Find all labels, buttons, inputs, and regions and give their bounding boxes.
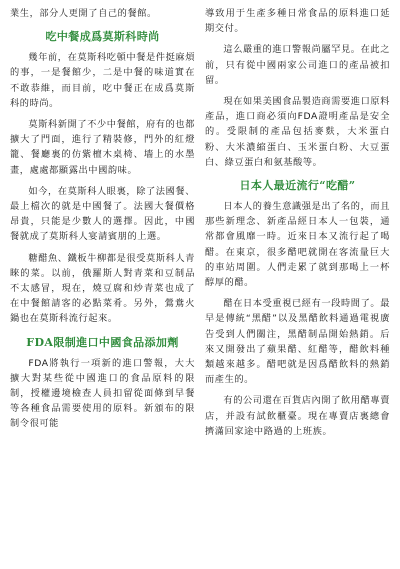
right-column <box>205 6 390 445</box>
paragraph: 醋在日本受重視已經有一段時間了。最早是傳統“黑醋”以及黑醋飲料通過電視廣告受到人們關注，黑醋制品開始熱銷。后來又開發出了蘋果醋、紅醋等，醋飲料種類越來越多。醋吧就是因爲醋飲料的熱銷而產生的。 <box>205 298 390 386</box>
left-column <box>10 6 195 438</box>
heading-japan-vinegar: 日本人最近流行“吃醋” <box>239 179 356 193</box>
paragraph: 如今，在莫斯科人眼裏，除了法國餐、最上檔次的就是中國餐了。法國大餐價格昂貴，只能是少數人的選擇。因此，中國餐就成了莫斯科人宴請賓朋的上選。 <box>10 185 195 243</box>
paragraph: FDA將執行一項新的進口警報，大大擴大對某些從中國進口的食品原料的限制，授權邊境檢查人員扣留從面條到早餐等各種食品需要使用的原料。新頒布的限制令很可能 <box>10 357 195 430</box>
paragraph: 幾年前，在莫斯科吃頓中餐是件挺麻煩的事，一是餐館少，二是中餐的味道實在不敢恭維，而目前，吃中餐正在成爲莫斯科的時尚。 <box>10 52 195 109</box>
paragraph: 糖醋魚、鐵板牛柳都是很受莫斯科人青睞的菜。以前，俄羅斯人對青菜和豆制品不太感冒，現在，燒豆腐和炒青菜也成了在中餐館請客的必點菜肴。另外，鶯鴦火鍋也在莫斯科流行起來。 <box>10 252 195 325</box>
paragraph: 這么嚴重的進口警報尚屬罕見。在此之前，只有從中國兩家公司進口的產品被扣留。 <box>205 44 390 86</box>
paragraph: 日本人的養生意識强是出了名的，而且那些新理念、新產品經日本人一包裝，通常都會風靡一時。近來日本又流行起了喝醋。在東京，很多醋吧就開在客流量巨大的車站周圍。人們走累了就到那喝上一杯醇厚的醋。 <box>205 201 390 289</box>
paragraph: 現在如果美國食品製造商需要進口原料產品，進口商必須向FDA證明產品是安全的。受限制的產品包括麥麩，大米蛋白粉、大米濃縮蛋白、玉米蛋白粉、大豆蛋白、綠豆蛋白和氨基酸等。 <box>205 96 390 168</box>
paragraph: 莫斯科新開了不少中餐館，府有的也都擴大了門面，進行了精裝修，門外的紅燈籠、餐廳裏的仿紫檀木桌椅、墻上的水墨畫，處處都顯露出中國韵味。 <box>10 119 195 176</box>
heading-moscow-chinese-food: 吃中餐成爲莫斯科時尚 <box>45 30 160 44</box>
paragraph: 業生，部分人更開了自己的餐館。 <box>10 8 157 19</box>
paragraph: 有的公司還在百貨店內開了飲用醋專賣店，并設有試飲櫃臺。現在專賣店裏總會擠滿回家途中路過的上班族。 <box>205 395 390 437</box>
paragraph: 導致用于生產多種日常食品的原料進口延期交付。 <box>205 8 390 35</box>
heading-fda-restriction: FDA限制進口中國食品添加劑 <box>26 335 179 349</box>
